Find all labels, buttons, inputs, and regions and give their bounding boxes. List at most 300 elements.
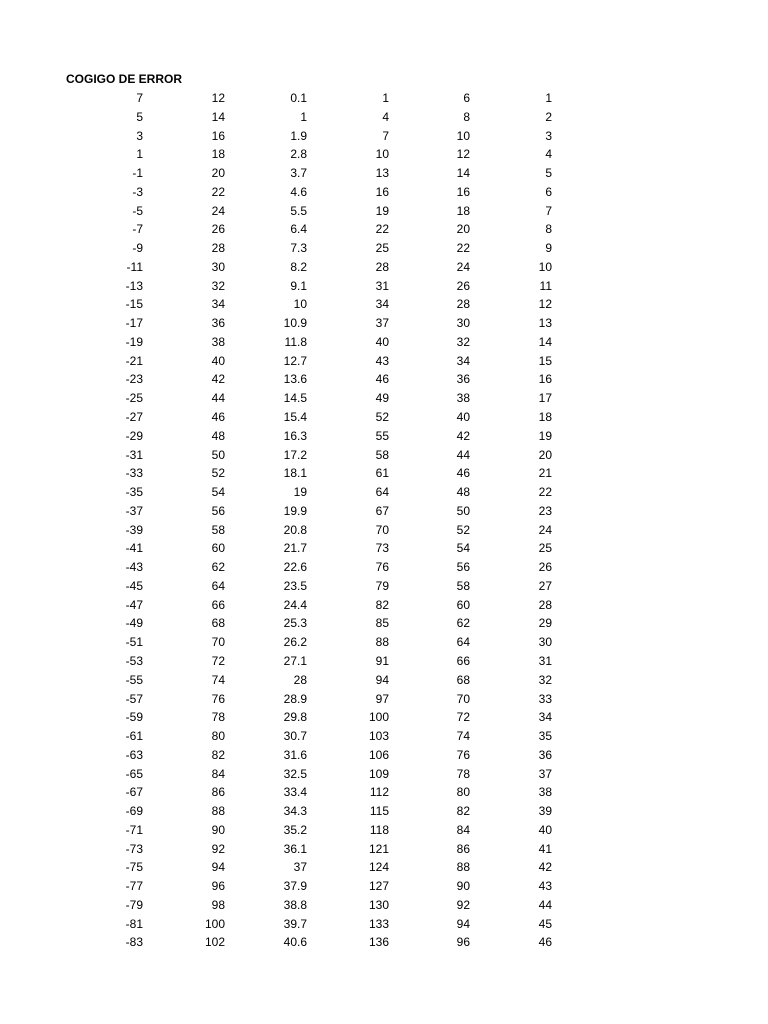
table-cell: 21.7 [283, 541, 307, 556]
table-cell: 5.5 [290, 203, 307, 218]
table-cell: 37 [538, 766, 552, 781]
table-cell: 16 [211, 128, 225, 143]
table-cell: 22.6 [283, 560, 307, 575]
table-cell: 98 [211, 897, 225, 912]
table-row [0, 633, 768, 652]
table-row [0, 446, 768, 465]
table-cell: 28 [538, 597, 552, 612]
table-cell: 7 [136, 91, 143, 105]
table-cell: -61 [125, 729, 143, 744]
table-cell: 44 [538, 897, 552, 912]
table-cell: 14 [211, 109, 225, 124]
table-cell: 7 [382, 128, 389, 143]
table-cell: 92 [211, 841, 225, 856]
table-cell: 46 [456, 466, 470, 481]
table-cell: 3 [136, 128, 143, 143]
table-cell: 84 [211, 766, 225, 781]
table-cell: 10.9 [283, 316, 307, 331]
table-cell: -13 [125, 278, 143, 293]
page-title: COGIGO DE ERROR [66, 72, 183, 86]
table-cell: 35 [538, 729, 552, 744]
table-cell: 10 [456, 128, 470, 143]
table-row [0, 258, 768, 277]
table-cell: 40 [538, 822, 552, 837]
table-row [0, 840, 768, 859]
table-cell: 15.4 [283, 410, 307, 425]
table-cell: 38.8 [283, 897, 307, 912]
table-cell: 54 [211, 485, 225, 500]
table-cell: 39.7 [283, 916, 307, 931]
table-cell: 127 [368, 879, 389, 894]
table-cell: 5 [136, 109, 143, 124]
table-cell: 133 [368, 916, 389, 931]
table-cell: 44 [211, 391, 225, 406]
table-cell: -69 [125, 804, 143, 819]
table-cell: 84 [456, 822, 470, 837]
table-cell: 19 [293, 485, 307, 500]
table-cell: 38 [211, 334, 225, 349]
table-cell: -77 [125, 879, 143, 894]
table-cell: 34.3 [283, 804, 307, 819]
table-cell: 58 [456, 578, 470, 593]
table-cell: 10 [538, 259, 552, 274]
table-cell: 17.2 [283, 447, 307, 462]
table-cell: 61 [375, 466, 389, 481]
table-cell: -5 [132, 203, 143, 218]
table-cell: 30.7 [283, 729, 307, 744]
table-cell: 91 [375, 653, 389, 668]
table-row [0, 708, 768, 727]
table-cell: -7 [132, 222, 143, 237]
table-cell: 20 [211, 166, 225, 181]
table-cell: 8 [545, 222, 552, 237]
table-cell: 12 [211, 91, 225, 105]
table-row [0, 502, 768, 521]
table-cell: 96 [456, 935, 470, 950]
table-cell: -83 [125, 935, 143, 950]
table-row [0, 727, 768, 746]
table-row [0, 427, 768, 446]
table-cell: 28 [456, 297, 470, 312]
table-cell: 26 [538, 560, 552, 575]
table-cell: -39 [125, 522, 143, 537]
table-cell: 14 [456, 166, 470, 181]
table-cell: 88 [456, 860, 470, 875]
table-cell: 1 [136, 147, 143, 162]
table-cell: 70 [456, 691, 470, 706]
table-cell: -23 [125, 372, 143, 387]
table-cell: 24 [538, 522, 552, 537]
table-row [0, 464, 768, 483]
table-cell: 40 [375, 334, 389, 349]
table-cell: 22 [211, 184, 225, 199]
table-cell: 79 [375, 578, 389, 593]
table-cell: 8.2 [290, 259, 307, 274]
table-cell: 28 [293, 672, 307, 687]
table-cell: 33.4 [283, 785, 307, 800]
table-cell: 73 [375, 541, 389, 556]
table-cell: 31 [538, 653, 552, 668]
table-cell: 37 [293, 860, 307, 875]
table-cell: 19 [538, 428, 552, 443]
table-cell: -11 [126, 259, 143, 274]
table-cell: 88 [211, 804, 225, 819]
table-cell: -35 [125, 485, 143, 500]
table-cell: 25 [538, 541, 552, 556]
table-cell: 16 [375, 184, 389, 199]
table-cell: 10 [375, 147, 389, 162]
table-row [0, 558, 768, 577]
table-row [0, 483, 768, 502]
table-cell: 14.5 [283, 391, 307, 406]
table-cell: -75 [125, 860, 143, 875]
table-cell: 22 [538, 485, 552, 500]
table-cell: 100 [368, 710, 389, 725]
table-cell: 45 [538, 916, 552, 931]
table-cell: 76 [375, 560, 389, 575]
table-cell: 10 [293, 297, 307, 312]
table-cell: -3 [132, 184, 143, 199]
table-cell: -65 [125, 766, 143, 781]
table-row [0, 521, 768, 540]
table-cell: 17 [538, 391, 552, 406]
table-cell: 50 [211, 447, 225, 462]
table-cell: 82 [456, 804, 470, 819]
table-cell: 36 [211, 316, 225, 331]
data-table [0, 89, 768, 952]
table-row [0, 933, 768, 952]
table-cell: 76 [211, 691, 225, 706]
table-cell: 6 [463, 91, 470, 105]
table-cell: 28 [375, 259, 389, 274]
table-cell: 23 [538, 503, 552, 518]
table-cell: 64 [375, 485, 389, 500]
table-cell: 42 [538, 860, 552, 875]
table-cell: 32 [456, 334, 470, 349]
table-cell: 1 [300, 109, 307, 124]
table-cell: -73 [125, 841, 143, 856]
table-cell: 112 [369, 785, 389, 800]
table-cell: 12 [538, 297, 552, 312]
table-row [0, 408, 768, 427]
table-row [0, 277, 768, 296]
table-cell: 94 [375, 672, 389, 687]
table-cell: 43 [375, 353, 389, 368]
table-cell: 34 [538, 710, 552, 725]
table-cell: 2.8 [290, 147, 307, 162]
table-cell: 28.9 [283, 691, 307, 706]
table-cell: 68 [456, 672, 470, 687]
table-cell: 124 [368, 860, 389, 875]
table-cell: 40 [456, 410, 470, 425]
table-cell: 5 [545, 166, 552, 181]
table-cell: -25 [125, 391, 143, 406]
table-cell: 72 [211, 653, 225, 668]
table-cell: 2 [545, 109, 552, 124]
table-cell: 16 [456, 184, 470, 199]
table-cell: 68 [211, 616, 225, 631]
table-cell: 27.1 [283, 653, 307, 668]
table-cell: 21 [538, 466, 552, 481]
table-cell: -63 [125, 747, 143, 762]
table-cell: 40.6 [283, 935, 307, 950]
table-cell: 102 [204, 935, 225, 950]
table-row [0, 877, 768, 896]
table-cell: 16.3 [283, 428, 307, 443]
table-cell: 30 [211, 259, 225, 274]
table-cell: -41 [125, 541, 143, 556]
table-cell: 50 [456, 503, 470, 518]
table-cell: 82 [375, 597, 389, 612]
table-cell: -33 [125, 466, 143, 481]
table-row [0, 746, 768, 765]
table-cell: 46 [211, 410, 225, 425]
table-cell: -57 [125, 691, 143, 706]
table-row [0, 596, 768, 615]
table-cell: 31.6 [283, 747, 307, 762]
table-cell: 22 [456, 241, 470, 256]
table-cell: 43 [538, 879, 552, 894]
table-cell: 48 [456, 485, 470, 500]
table-cell: 49 [375, 391, 389, 406]
table-cell: -45 [125, 578, 143, 593]
table-cell: 18 [538, 410, 552, 425]
table-row [0, 295, 768, 314]
table-cell: 118 [369, 822, 389, 837]
table-cell: 19 [375, 203, 389, 218]
table-cell: 52 [211, 466, 225, 481]
table-row [0, 783, 768, 802]
table-cell: 58 [211, 522, 225, 537]
table-cell: 16 [538, 372, 552, 387]
table-cell: -47 [125, 597, 143, 612]
table-cell: 103 [368, 729, 389, 744]
table-cell: 74 [211, 672, 225, 687]
table-cell: 55 [375, 428, 389, 443]
table-cell: -27 [125, 410, 143, 425]
table-cell: 41 [538, 841, 552, 856]
table-cell: -21 [125, 353, 143, 368]
table-cell: 25 [375, 241, 389, 256]
table-cell: 8 [463, 109, 470, 124]
table-cell: 18 [211, 147, 225, 162]
table-cell: 34 [375, 297, 389, 312]
table-cell: 60 [456, 597, 470, 612]
table-cell: 115 [369, 804, 389, 819]
table-row [0, 671, 768, 690]
table-cell: 86 [211, 785, 225, 800]
table-cell: 12.7 [283, 353, 307, 368]
table-cell: 26 [211, 222, 225, 237]
table-row [0, 802, 768, 821]
table-row [0, 690, 768, 709]
table-cell: 58 [375, 447, 389, 462]
table-cell: 74 [456, 729, 470, 744]
table-cell: 23.5 [283, 578, 307, 593]
table-cell: 6.4 [290, 222, 307, 237]
table-cell: 11 [539, 278, 552, 293]
table-cell: 13 [538, 316, 552, 331]
table-cell: -17 [125, 316, 143, 331]
table-cell: 13 [375, 166, 389, 181]
table-cell: 70 [211, 635, 225, 650]
table-cell: 78 [211, 710, 225, 725]
table-row [0, 145, 768, 164]
table-cell: 46 [538, 935, 552, 950]
table-cell: 62 [211, 560, 225, 575]
table-cell: 64 [211, 578, 225, 593]
table-cell: 86 [456, 841, 470, 856]
table-cell: 12 [456, 147, 470, 162]
table-cell: 9.1 [290, 278, 307, 293]
table-cell: 18.1 [283, 466, 307, 481]
table-cell: 64 [456, 635, 470, 650]
table-cell: 18 [456, 203, 470, 218]
table-cell: 25.3 [283, 616, 307, 631]
table-cell: -15 [125, 297, 143, 312]
table-cell: 36.1 [283, 841, 307, 856]
table-cell: -81 [125, 916, 143, 931]
table-cell: 35.2 [283, 822, 307, 837]
table-cell: 136 [368, 935, 389, 950]
table-cell: 121 [368, 841, 389, 856]
table-cell: 28 [211, 241, 225, 256]
table-cell: -1 [132, 166, 143, 181]
table-cell: -79 [125, 897, 143, 912]
table-cell: -9 [132, 241, 143, 256]
table-row [0, 896, 768, 915]
table-cell: 19.9 [283, 503, 307, 518]
table-cell: 42 [456, 428, 470, 443]
table-row [0, 614, 768, 633]
table-cell: 22 [375, 222, 389, 237]
table-cell: 3 [545, 128, 552, 143]
table-cell: 100 [204, 916, 225, 931]
table-cell: -29 [125, 428, 143, 443]
table-cell: 94 [456, 916, 470, 931]
table-cell: 24 [456, 259, 470, 274]
table-cell: 13.6 [283, 372, 307, 387]
table-cell: -19 [125, 334, 143, 349]
table-cell: 27 [538, 578, 552, 593]
table-cell: 54 [456, 541, 470, 556]
table-cell: 88 [375, 635, 389, 650]
table-row [0, 765, 768, 784]
table-cell: 60 [211, 541, 225, 556]
table-cell: 20.8 [283, 522, 307, 537]
table-row [0, 202, 768, 221]
table-cell: 38 [456, 391, 470, 406]
table-row [0, 127, 768, 146]
table-cell: 3.7 [290, 166, 307, 181]
table-row [0, 352, 768, 371]
table-cell: 0.1 [290, 91, 307, 105]
table-cell: 32 [211, 278, 225, 293]
table-cell: 72 [456, 710, 470, 725]
table-row [0, 389, 768, 408]
table-cell: 52 [375, 410, 389, 425]
table-cell: 26.2 [283, 635, 307, 650]
table-cell: 90 [211, 822, 225, 837]
table-cell: 24.4 [283, 597, 307, 612]
table-cell: 30 [538, 635, 552, 650]
table-cell: 38 [538, 785, 552, 800]
table-cell: 32 [538, 672, 552, 687]
table-cell: 96 [211, 879, 225, 894]
table-row [0, 333, 768, 352]
table-cell: 82 [211, 747, 225, 762]
table-cell: 33 [538, 691, 552, 706]
table-cell: 15 [538, 353, 552, 368]
table-cell: 56 [211, 503, 225, 518]
table-cell: 92 [456, 897, 470, 912]
table-cell: 62 [456, 616, 470, 631]
table-row [0, 220, 768, 239]
table-cell: -53 [125, 653, 143, 668]
table-cell: 52 [456, 522, 470, 537]
table-cell: 109 [368, 766, 389, 781]
table-cell: 7 [545, 203, 552, 218]
table-cell: 48 [211, 428, 225, 443]
table-cell: -49 [125, 616, 143, 631]
table-row [0, 821, 768, 840]
table-cell: 90 [456, 879, 470, 894]
table-cell: -59 [125, 710, 143, 725]
table-cell: 97 [375, 691, 389, 706]
table-row [0, 164, 768, 183]
table-cell: -67 [125, 785, 143, 800]
table-row [0, 652, 768, 671]
table-cell: 39 [538, 804, 552, 819]
table-row [0, 370, 768, 389]
table-cell: -37 [125, 503, 143, 518]
table-cell: 24 [211, 203, 225, 218]
table-row [0, 89, 768, 108]
table-cell: 6 [545, 184, 552, 199]
table-cell: -55 [125, 672, 143, 687]
table-cell: 46 [375, 372, 389, 387]
table-cell: 7.3 [290, 241, 307, 256]
table-row [0, 858, 768, 877]
table-cell: 78 [456, 766, 470, 781]
table-cell: 9 [545, 241, 552, 256]
table-cell: 34 [456, 353, 470, 368]
table-cell: 31 [375, 278, 389, 293]
table-cell: 30 [456, 316, 470, 331]
table-cell: 80 [456, 785, 470, 800]
table-row [0, 239, 768, 258]
table-cell: -71 [125, 822, 143, 837]
table-cell: 4 [545, 147, 552, 162]
table-row [0, 915, 768, 934]
table-cell: 66 [211, 597, 225, 612]
table-cell: 29.8 [283, 710, 307, 725]
table-cell: -31 [125, 447, 143, 462]
table-cell: 20 [538, 447, 552, 462]
table-cell: 66 [456, 653, 470, 668]
table-cell: 85 [375, 616, 389, 631]
table-cell: 11.8 [284, 334, 307, 349]
table-cell: 20 [456, 222, 470, 237]
table-cell: 4 [382, 109, 389, 124]
table-cell: 80 [211, 729, 225, 744]
table-cell: 1.9 [290, 128, 307, 143]
table-cell: 76 [456, 747, 470, 762]
table-cell: 70 [375, 522, 389, 537]
table-cell: 42 [211, 372, 225, 387]
table-cell: 37 [375, 316, 389, 331]
table-cell: 34 [211, 297, 225, 312]
